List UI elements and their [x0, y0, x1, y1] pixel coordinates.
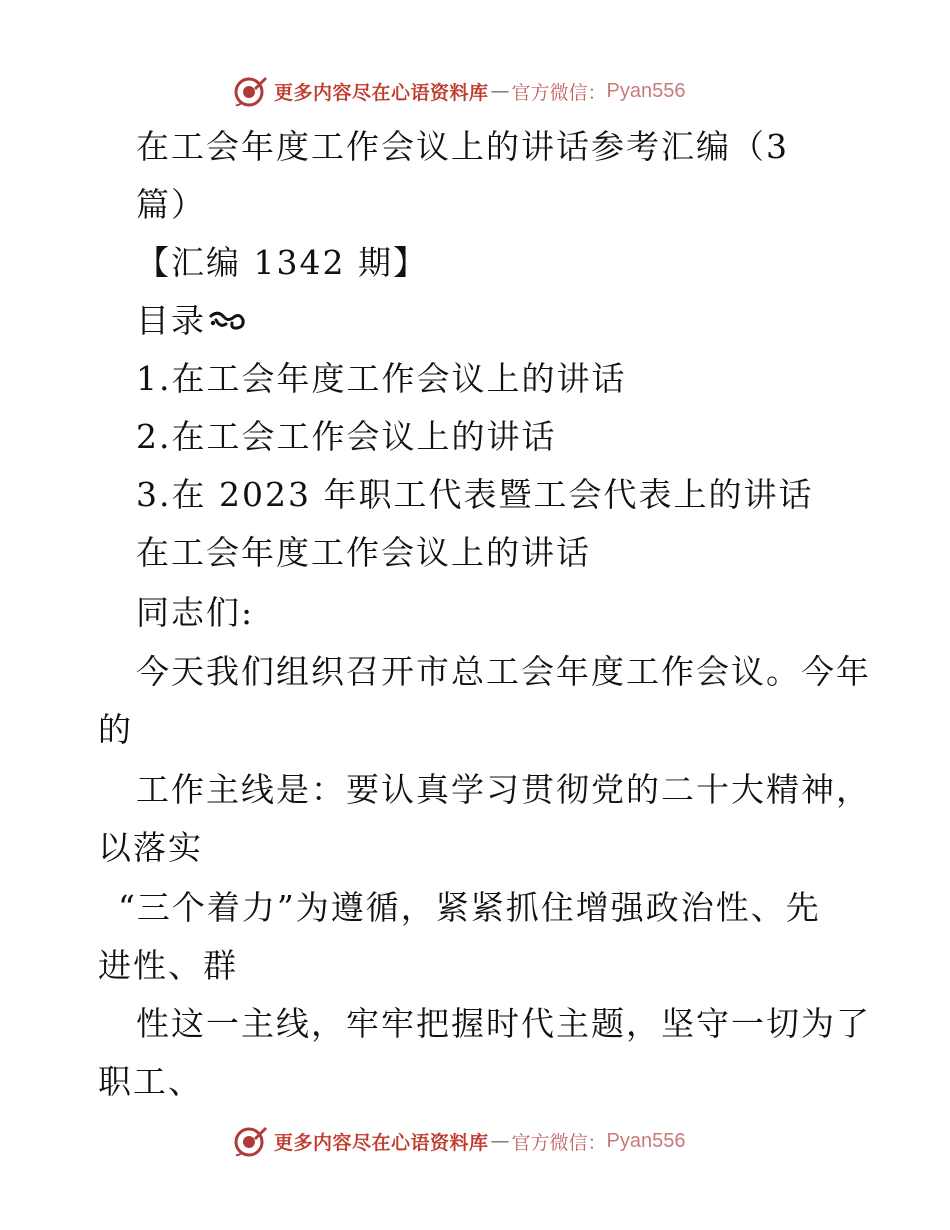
body-line-6: 进性、群	[98, 946, 238, 985]
issue-number: 【汇编 1342 期】	[136, 243, 428, 282]
pen-logo-icon	[234, 74, 268, 108]
toc-heading	[136, 301, 246, 341]
toc-item-2: 2.在工会工作会议上的讲话	[136, 417, 557, 456]
body-line-3: 工作主线是：要认真学习贯彻党的二十大精神，	[136, 770, 871, 809]
body-line-4: 以落实	[98, 828, 203, 867]
toc-item-1: 1.在工会年度工作会议上的讲话	[136, 359, 627, 398]
watermark-official-label: 官方微信：	[511, 1131, 607, 1154]
ornament-icon	[208, 308, 246, 334]
watermark-site-text: 更多内容尽在心语资料库	[274, 81, 489, 104]
watermark-handle: Pyan556	[606, 79, 686, 102]
body-line-8: 职工、	[98, 1062, 203, 1101]
toc-item-3: 3.在 2023 年职工代表暨工会代表上的讲话	[136, 475, 814, 514]
watermark-handle: Pyan556	[606, 1129, 686, 1152]
salutation: 同志们:	[136, 593, 255, 632]
watermark-official-label: 官方微信：	[511, 81, 607, 104]
body-line-5: “三个着力”为遵循，紧紧抓住增强政治性、先	[118, 888, 821, 927]
watermark-content	[234, 74, 686, 108]
section-title: 在工会年度工作会议上的讲话	[136, 533, 591, 572]
watermark-dash: —	[490, 80, 510, 102]
body-line-1: 今天我们组织召开市总工会年度工作会议。今年	[136, 652, 871, 691]
watermark-banner-top	[0, 70, 950, 110]
body-line-7: 性这一主线，牢牢把握时代主题，坚守一切为了	[136, 1004, 871, 1043]
body-line-2: 的	[98, 710, 133, 749]
watermark-content	[234, 1124, 686, 1158]
toc-label: 目录	[136, 301, 206, 340]
watermark-site-text: 更多内容尽在心语资料库	[274, 1131, 489, 1154]
watermark-banner-bottom	[0, 1120, 950, 1160]
watermark-dash: —	[490, 1130, 510, 1152]
document-title-line-1: 在工会年度工作会议上的讲话参考汇编（3	[136, 127, 789, 166]
pen-logo-icon	[234, 1124, 268, 1158]
document-title-line-2: 篇）	[136, 185, 206, 224]
